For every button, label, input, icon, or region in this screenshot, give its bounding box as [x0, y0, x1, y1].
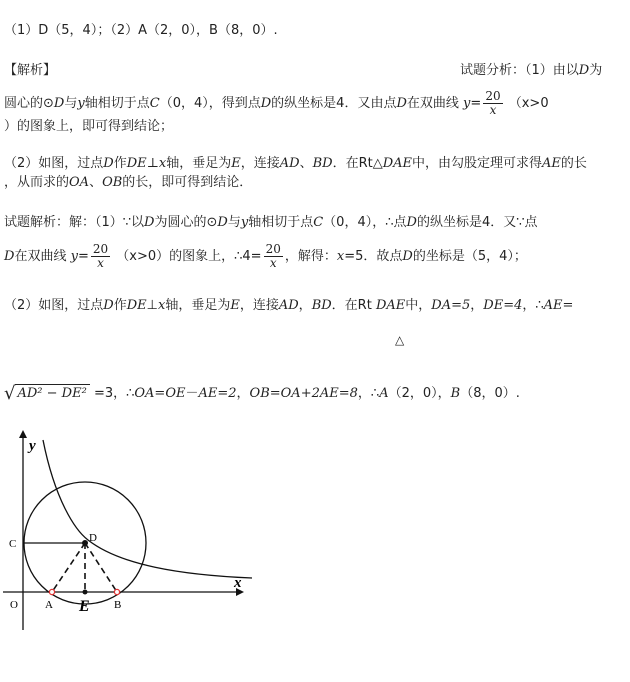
fraction-20-over-x	[264, 243, 283, 270]
var-ad: AD	[278, 298, 299, 313]
var-d: D	[53, 96, 65, 111]
fraction-denominator: x	[269, 256, 277, 270]
var-ae: AE=	[543, 298, 574, 313]
analysis-text: 作	[113, 156, 127, 171]
solution-text: =5．故点	[344, 249, 403, 264]
var-d: D	[260, 96, 272, 111]
analysis-text: 的长	[560, 156, 587, 171]
var-y: y	[70, 249, 78, 264]
var-y: y	[463, 96, 471, 111]
var-d: D	[402, 249, 413, 264]
solution-text: 为圆心的⊙	[154, 215, 218, 230]
solution-text: ，	[298, 298, 312, 313]
solution-text: ，连接	[239, 298, 279, 313]
solution-text: ，∴	[357, 386, 380, 401]
point-d	[82, 540, 88, 546]
label-x: x	[234, 575, 242, 591]
segment-db	[85, 543, 117, 592]
solution-text: 轴相切于点	[248, 215, 314, 230]
sqrt-sign: √	[4, 383, 16, 404]
solution-line-1	[4, 214, 537, 232]
analysis-text: （x>0	[508, 96, 549, 111]
label-d: D	[89, 532, 97, 544]
solution-text: ，解得：	[284, 249, 337, 264]
analysis-line-2: 圆心的⊙D与y轴相切于点C（0，4），得到点D的纵坐标是4．又由点D在双曲线 y= $\frac{20}{x}$ （x>0	[4, 89, 549, 117]
fraction-denominator: x	[97, 256, 104, 270]
var-e: E	[231, 156, 241, 171]
fraction-20-over-x	[91, 243, 110, 270]
analysis-intro	[460, 62, 602, 80]
point-e	[83, 590, 88, 595]
solution-text: =3，∴	[93, 386, 135, 401]
label-o: O	[10, 599, 18, 611]
var-c: C	[149, 96, 160, 111]
var-d: D	[578, 63, 590, 78]
analysis-text: （2）如图，过点	[4, 156, 104, 171]
solution-text: 在双曲线	[14, 249, 67, 264]
y-axis-arrow	[19, 430, 27, 438]
analysis-text: 、	[299, 156, 313, 171]
var-de: DE	[126, 156, 147, 171]
var-ob: OB	[102, 175, 123, 190]
var-x: x	[157, 298, 166, 313]
solution-text: ⊥	[146, 298, 158, 313]
solution-line-3	[4, 297, 573, 315]
var-x: x	[336, 249, 345, 264]
analysis-text: 为	[589, 63, 603, 78]
var-a: A	[379, 386, 389, 401]
analysis-text: 、	[89, 175, 103, 190]
var-da: DA=5	[431, 298, 471, 313]
label-a: A	[45, 599, 53, 611]
var-ob-value: OB=OA+2AE=8	[249, 386, 358, 401]
label-y: y	[29, 438, 36, 454]
point-a	[49, 589, 54, 594]
analysis-text: 的纵坐标是4．又由点	[271, 96, 397, 111]
var-d: D	[103, 156, 114, 171]
label-c: C	[9, 538, 17, 550]
label-b: B	[114, 599, 122, 611]
solution-text: （8，0）.	[460, 386, 520, 401]
analysis-text: 中，由勾股定理可求得	[412, 156, 543, 171]
analysis-text: 圆心的⊙	[4, 96, 54, 111]
var-bd: BD	[312, 156, 333, 171]
var-ae: AE	[542, 156, 561, 171]
var-d: D	[217, 215, 228, 230]
analysis-text: 的长，即可得到结论．	[122, 175, 253, 190]
analysis-line-5	[4, 174, 252, 192]
var-oa: OA	[69, 175, 90, 190]
var-de: DE	[126, 298, 147, 313]
solution-text: ，	[470, 298, 484, 313]
analysis-text: ，连接	[240, 156, 280, 171]
analysis-text: ，从而求的	[4, 175, 70, 190]
var-dae: DAE	[375, 298, 406, 313]
answer-line: （1）D（5，4）；（2）A（2，0），B（8，0）.	[4, 23, 278, 38]
fraction-numerator: 20	[485, 89, 501, 103]
solution-line-2: D在双曲线 y= $\frac{20}{x}$ （x>0）的图象上，∴4= $\frac{20}{x}$ ，解得：x=5．故点D的坐标是（5，4）；	[4, 242, 527, 270]
analysis-line-4	[4, 155, 587, 173]
label-e: E	[79, 598, 90, 615]
solution-text: （x>0）的图象上，∴4=	[116, 249, 262, 264]
segment-da	[52, 543, 85, 592]
solution-text: 轴，垂足为	[165, 298, 231, 313]
solution-text: 试题解析：解：（1）∵以	[4, 215, 145, 230]
var-perp-x: ⊥x	[146, 156, 167, 171]
var-d: D	[406, 215, 417, 230]
analysis-text: （0，4），得到点	[159, 96, 261, 111]
geometry-figure	[0, 430, 270, 640]
solution-text: 与	[227, 215, 241, 230]
fraction-numerator: 20	[265, 242, 281, 256]
fraction-numerator: 20	[92, 242, 109, 256]
fraction-denominator: x	[489, 103, 497, 117]
var-de-value: DE=4	[483, 298, 523, 313]
var-d: D	[4, 249, 15, 264]
solution-text: ．在Rt	[331, 298, 372, 313]
jiexi-label: 【解析】	[4, 63, 57, 78]
solution-text: （0，4），∴点	[323, 215, 407, 230]
solution-text: （2）如图，过点	[4, 298, 104, 313]
analysis-text: 与	[64, 96, 78, 111]
hyperbola-curve	[43, 440, 252, 578]
analysis-text: 在双曲线	[406, 96, 459, 111]
var-b: B	[450, 386, 461, 401]
var-bd: BD	[311, 298, 332, 313]
var-d: D	[396, 96, 407, 111]
analysis-text: 轴相切于点	[84, 96, 150, 111]
var-y: y	[77, 96, 85, 111]
analysis-text: ．在Rt△	[332, 156, 383, 171]
analysis-line-3: ）的图象上，即可得到结论；	[4, 119, 174, 134]
sqrt-expression: AD² − DE²	[15, 384, 89, 403]
solution-text: ，∴	[522, 298, 544, 313]
var-oa-oe: OA=OE	[134, 386, 186, 401]
solution-text: －	[185, 386, 199, 401]
analysis-intro-text: 试题分析：（1）由以	[460, 63, 579, 78]
solution-text: 作	[113, 298, 127, 313]
var-d: D	[103, 298, 114, 313]
point-b	[114, 589, 119, 594]
var-e: E	[230, 298, 240, 313]
var-dae: DAE	[382, 156, 413, 171]
var-c: C	[313, 215, 324, 230]
var-ae-value: AE=2	[198, 386, 237, 401]
solution-text: ，	[236, 386, 250, 401]
triangle-symbol: △	[395, 333, 405, 347]
solution-text: 的纵坐标是4．又∵点	[416, 215, 538, 230]
solution-text: （2，0），	[388, 386, 451, 401]
fraction-20-over-x	[483, 90, 502, 117]
var-y: y	[240, 215, 249, 230]
solution-text: 的坐标是（5，4）；	[412, 249, 527, 264]
var-ad: AD	[279, 156, 300, 171]
solution-line-4	[4, 384, 520, 403]
solution-text: 中，	[405, 298, 432, 313]
var-d: D	[144, 215, 155, 230]
analysis-text: 轴，垂足为	[166, 156, 232, 171]
